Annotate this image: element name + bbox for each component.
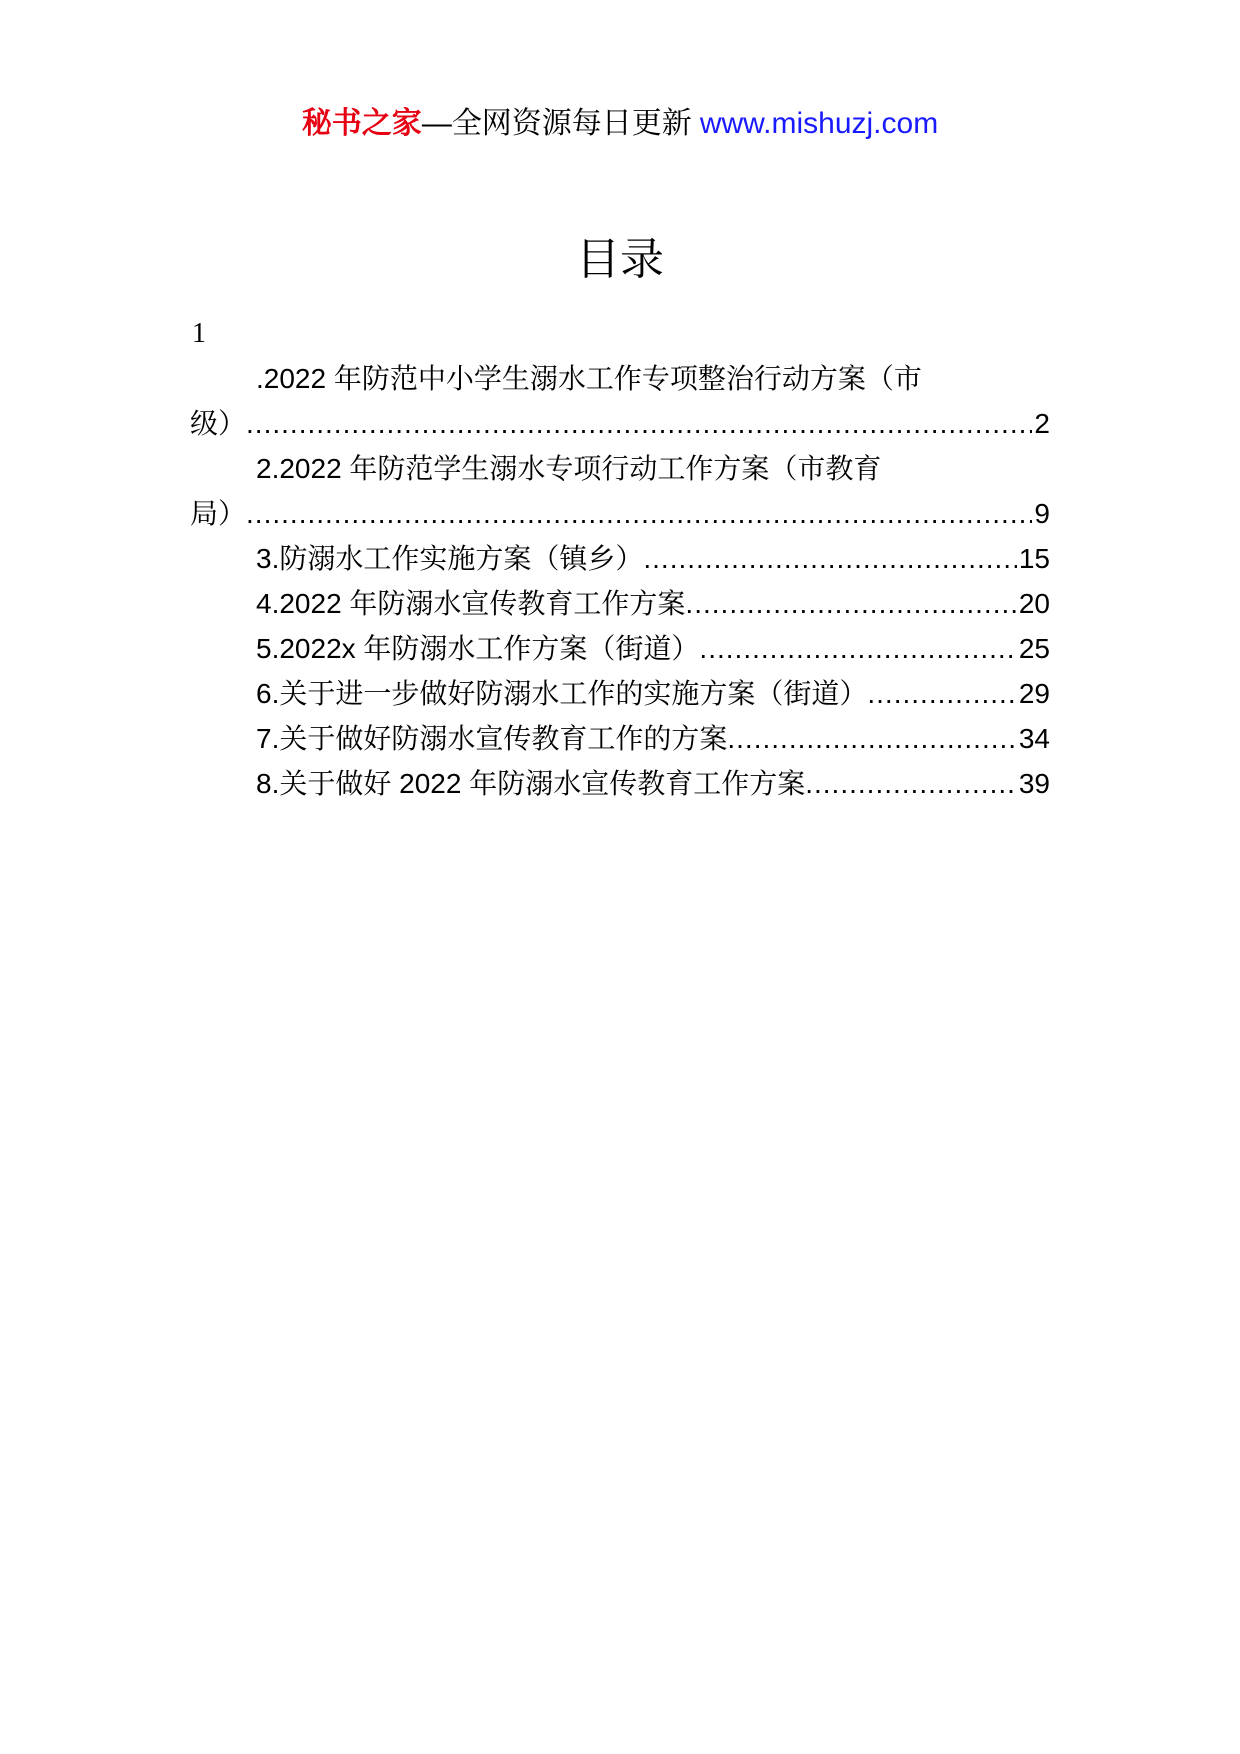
header-slogan: —全网资源每日更新 (421, 107, 692, 140)
toc-leader-dots (867, 671, 1016, 716)
toc-page-number: 34 (1018, 723, 1050, 754)
toc-entry-first-line (190, 446, 1050, 491)
toc-entry-title: 6.关于进一步做好防溺水工作的实施方案（街道） (256, 678, 868, 709)
toc-page-number: 25 (1018, 633, 1050, 664)
brand-name: 秘书之家 (301, 107, 422, 140)
page-header (0, 104, 1240, 144)
toc-page-number: 2 (1034, 408, 1050, 439)
toc-leader-dots (685, 581, 1016, 626)
toc-page-number: 15 (1018, 543, 1050, 574)
toc-entry-6[interactable] (190, 671, 1050, 716)
toc-entry-title: 2.2022 年防范学生溺水专项行动工作方案（市教育 (256, 453, 882, 484)
toc-page-number: 20 (1018, 588, 1050, 619)
toc-entry-title: 5.2022x 年防溺水工作方案（街道） (256, 633, 700, 664)
toc-page-number: 39 (1018, 768, 1050, 799)
toc-leader-dots (805, 761, 1017, 806)
toc-entry-title: 4.2022 年防溺水宣传教育工作方案 (256, 588, 686, 619)
toc-entry-title: .2022 年防范中小学生溺水工作专项整治行动方案（市 (256, 363, 922, 394)
toc-entry-title: 7.关于做好防溺水宣传教育工作的方案 (256, 723, 728, 754)
toc-entry-5[interactable] (190, 626, 1050, 671)
toc-leader-dots (643, 536, 1016, 581)
toc-leader-dots (246, 401, 1032, 446)
toc-leader-dots (246, 491, 1032, 536)
toc-entry-4[interactable] (190, 581, 1050, 626)
toc-page-number: 29 (1018, 678, 1050, 709)
toc-entry-1[interactable] (190, 356, 1050, 446)
toc-entry-second-line (190, 401, 1050, 446)
table-of-contents (190, 312, 1050, 806)
toc-entry-title-cont: 级） (190, 408, 247, 439)
toc-entry-title-cont: 局） (190, 498, 247, 529)
site-link[interactable]: www.mishuzj.com (699, 107, 939, 140)
toc-leader-dots (727, 716, 1016, 761)
toc-entry-8[interactable] (190, 761, 1050, 806)
toc-entry-2[interactable] (190, 446, 1050, 536)
page-title: 目录 (576, 235, 664, 284)
toc-entry-first-line (190, 356, 1050, 401)
toc-entry-7[interactable] (190, 716, 1050, 761)
toc-entry-3[interactable] (190, 536, 1050, 581)
toc-leading-number: 1 (192, 318, 206, 349)
toc-page-number: 9 (1034, 498, 1050, 529)
toc-entry-title: 8.关于做好 2022 年防溺水宣传教育工作方案 (256, 768, 806, 799)
toc-entry-title: 3.防溺水工作实施方案（镇乡） (256, 543, 644, 574)
toc-entry-second-line (190, 491, 1050, 536)
toc-leader-dots (699, 626, 1016, 671)
